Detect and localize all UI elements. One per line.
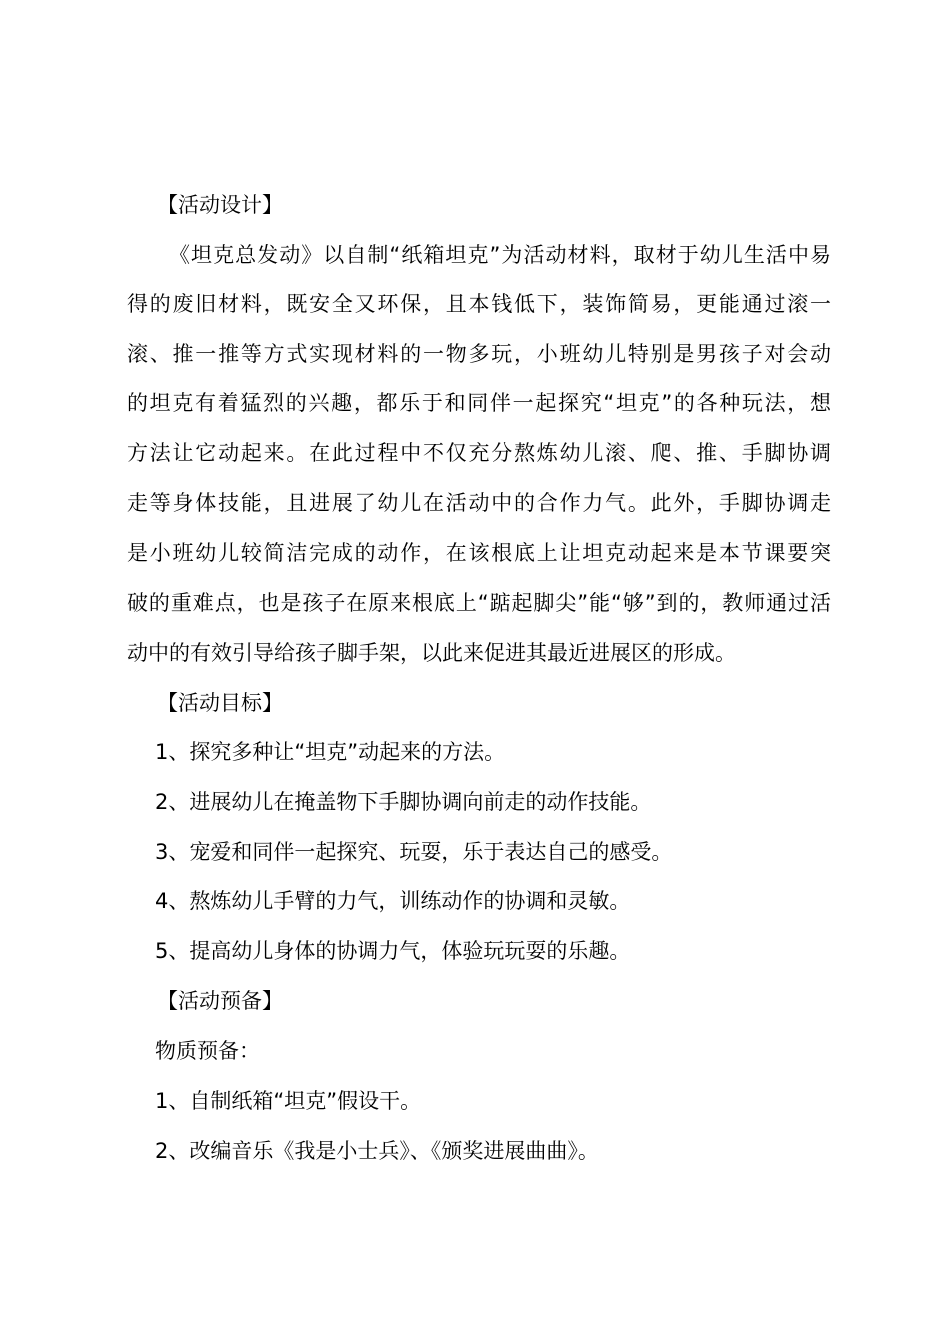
section-heading-design: 【活动设计】 (157, 193, 283, 217)
design-paragraph-line: 是小班幼儿较简洁完成的动作，在该根底上让坦克动起来是本节课要突 (127, 541, 831, 565)
design-paragraph-line: 方法让它动起来。在此过程中不仅充分熬炼幼儿滚、爬、推、手脚协调 (127, 441, 831, 465)
design-paragraph-line: 走等身体技能，且进展了幼儿在活动中的合作力气。此外，手脚协调走 (127, 491, 831, 515)
design-paragraph-line: 动中的有效引导给孩子脚手架，以此来促进其最近进展区的形成。 (127, 641, 736, 665)
design-paragraph-line: 《坦克总发动》以自制“纸箱坦克”为活动材料，取材于幼儿生活中易 (169, 243, 831, 267)
design-paragraph-line: 破的重难点，也是孩子在原来根底上“踮起脚尖”能“够”到的，教师通过活 (127, 591, 831, 615)
design-paragraph-line: 得的废旧材料，既安全又环保，且本钱低下，装饰简易，更能通过滚一 (127, 292, 831, 316)
section-heading-prep: 【活动预备】 (157, 989, 283, 1013)
goal-item: 1、探究多种让“坦克”动起来的方法。 (155, 740, 506, 764)
design-paragraph-line: 的坦克有着猛烈的兴趣，都乐于和同伴一起探究“坦克”的各种玩法，想 (127, 391, 831, 415)
goal-item: 3、宠爱和同伴一起探究、玩耍，乐于表达自己的感受。 (155, 840, 673, 864)
goal-item: 4、熬炼幼儿手臂的力气，训练动作的协调和灵敏。 (155, 889, 631, 913)
goal-item: 5、提高幼儿身体的协调力气，体验玩玩耍的乐趣。 (155, 939, 631, 963)
prep-item: 1、自制纸箱“坦克”假设干。 (155, 1089, 422, 1113)
prep-subheading: 物质预备： (155, 1039, 260, 1063)
goal-item: 2、进展幼儿在掩盖物下手脚协调向前走的动作技能。 (155, 790, 652, 814)
section-heading-goals: 【活动目标】 (157, 691, 283, 715)
design-paragraph-line: 滚、推一推等方式实现材料的一物多玩，小班幼儿特别是男孩子对会动 (127, 342, 831, 366)
prep-item: 2、改编音乐《我是小士兵》、《颁奖进展曲曲》。 (155, 1139, 599, 1163)
